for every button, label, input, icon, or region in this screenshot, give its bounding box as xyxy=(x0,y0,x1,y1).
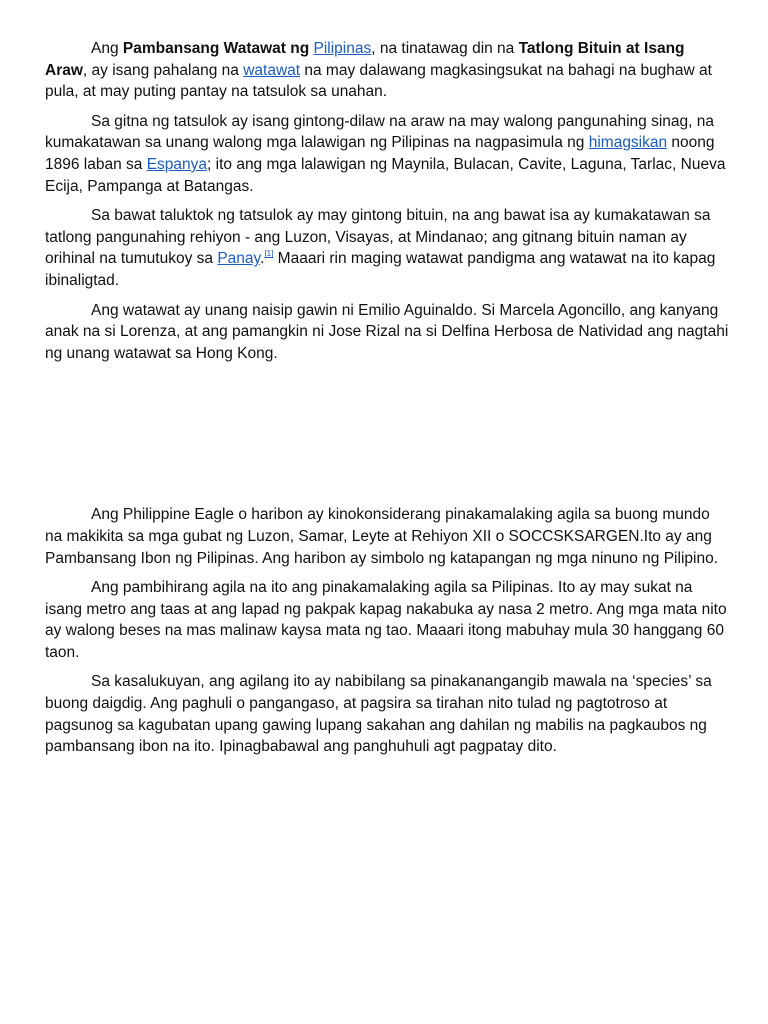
flag-paragraph-2: Sa gitna ng tatsulok ay isang gintong-dilaw na araw na may walong pangunahing sinag, na kumakatawan sa unang walong mga lalawigan ng Pilipinas na nagpasimula ng himagsikan noong 1896 laban sa Espanya; ito ang mga lalawigan ng Maynila, Bulacan, Cavite, Laguna, Tarlac, Nueva Ecija, Pampanga at Batangas. xyxy=(45,112,726,195)
link-panay[interactable]: Panay xyxy=(217,250,261,268)
flag-section xyxy=(45,38,729,364)
link-espanya[interactable]: Espanya xyxy=(146,155,208,173)
eagle-paragraph-3: Sa kasalukuyan, ang agilang ito ay nabibilang sa pinakanangangib mawala na ‘species’ sa buong daigdig. Ang paghuli o pangangaso, at pagsira sa tirahan nito tulad ng pagtotroso at pagsunog sa kagubatan upang gawing lupang sakahan ang dahilan ng mabilis na pagkaubos ng pambansang ibon na ito. Ipinagbabawal ang panghuhuli agt pagpatay dito. xyxy=(45,673,712,756)
section-spacer xyxy=(45,372,729,504)
document-page xyxy=(45,38,729,766)
footnote-reference-1[interactable]: [1] xyxy=(264,249,274,259)
link-watawat[interactable]: watawat xyxy=(243,61,301,79)
link-himagsikan[interactable]: himagsikan xyxy=(588,134,668,152)
bold-term-tatlong-bituin: Tatlong Bituin at Isang Araw xyxy=(45,40,685,79)
eagle-paragraph-2: Ang pambihirang agila na ito ang pinakamalaking agila sa Pilipinas. Ito ay may sukat na isang metro ang taas at ang lapad ng pakpak kapag nakabuka ay nasa 2 metro. Ang mga mata nito ay walong beses na mas malinaw kaysa mata ng tao. Maaari itong mabuhay mula 30 hanggang 60 taon. xyxy=(45,579,727,661)
eagle-paragraph-1: Ang Philippine Eagle o haribon ay kinokonsiderang pinakamalaking agila sa buong mundo na makikita sa mga gubat ng Luzon, Samar, Leyte at Rehiyon XII o SOCCSKSARGEN.Ito ay ang Pambansang Ibon ng Pilipinas. Ang haribon ay simbolo ng katapangan ng mga ninuno ng Pilipino. xyxy=(45,506,719,567)
flag-paragraph-4: Ang watawat ay unang naisip gawin ni Emilio Aguinaldo. Si Marcela Agoncillo, ang kanyang anak na si Lorenza, at ang pamangkin ni Jose Rizal na si Delfina Herbosa de Natividad ang nagtahi ng unang watawat sa Hong Kong. xyxy=(45,301,729,362)
flag-paragraph-1: Ang Pambansang Watawat ng Pilipinas, na tinatawag din na Tatlong Bituin at Isang Araw, ay isang pahalang na watawat na may dalawang magkasingsukat na bahagi na bughaw at pula, at may puting pantay na tatsulok sa unahan. xyxy=(45,40,712,101)
link-pilipinas[interactable]: Pilipinas xyxy=(313,40,372,57)
eagle-section xyxy=(45,504,729,758)
flag-paragraph-3: Sa bawat taluktok ng tatsulok ay may gintong bituin, na ang bawat isa ay kumakatawan sa tatlong pangunahing rehiyon - ang Luzon, Visayas, at Mindanao; ang gitnang bituin naman ay orihinal na tumutukoy sa Panay.[1] Maaari rin maging watawat pandigma ang watawat na ito kapag ibinaligtad. xyxy=(45,207,716,289)
bold-term-pambansang-watawat: Pambansang Watawat ng xyxy=(122,40,314,57)
